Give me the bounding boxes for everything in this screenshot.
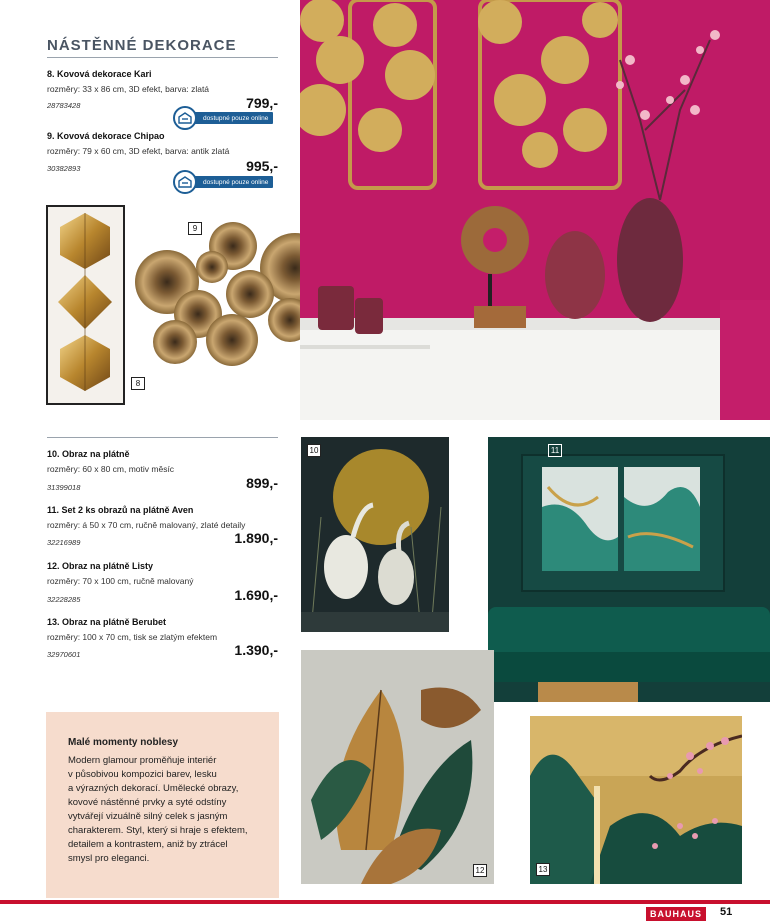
footer-red-line: [0, 900, 770, 904]
product-10-number-tag: 10: [307, 444, 321, 457]
product-11-desc: rozměry: á 50 x 70 cm, ručně malovaný, zlaté detaily: [47, 520, 246, 530]
online-shop-icon: [173, 170, 197, 194]
product-9-name: 9. Kovová dekorace Chipao: [47, 131, 165, 141]
product-8-image: [46, 205, 125, 405]
info-line: smysl pro eleganci.: [68, 853, 150, 864]
product-13-name: 13. Obraz na plátně Berubet: [47, 617, 167, 627]
product-13-image: [530, 716, 742, 884]
info-line: kovové nástěnné prvky a syté odstíny: [68, 797, 227, 808]
info-line: v působivou kompozici barev, lesku: [68, 769, 217, 780]
product-13-code: 32970601: [47, 650, 81, 659]
bauhaus-logo: BAUHAUS: [646, 907, 706, 921]
product-11-price: 1.890,-: [234, 530, 278, 546]
product-13-price: 1.390,-: [234, 642, 278, 658]
product-11-number-tag: 11: [548, 444, 562, 457]
product-13-desc: rozměry: 100 x 70 cm, tisk se zlatým efektem: [47, 632, 218, 642]
section-title: NÁSTĚNNÉ DEKORACE: [47, 37, 237, 54]
product-11-name: 11. Set 2 ks obrazů na plátně Aven: [47, 505, 194, 515]
product-12-desc: rozměry: 70 x 100 cm, ručně malovaný: [47, 576, 194, 586]
product-13-number-tag: 13: [536, 863, 550, 876]
info-line: detailem a kontrastem, aniž by ztrácel: [68, 839, 228, 850]
product-12-name: 12. Obraz na plátně Listy: [47, 561, 154, 571]
product-8-online-badge[interactable]: [177, 112, 273, 124]
hero-photo: [300, 0, 770, 420]
info-line: vytvářejí vizuálně silný celek s jasným: [68, 811, 228, 822]
product-11-image: [488, 437, 770, 702]
product-8-price: 799,-: [246, 95, 278, 111]
product-9-price: 995,-: [246, 158, 278, 174]
info-box: [46, 712, 279, 898]
product-12-image: [301, 650, 494, 884]
title-divider: [47, 57, 278, 58]
list-divider: [47, 437, 278, 438]
product-9-number-tag: 9: [188, 222, 202, 235]
product-10-desc: rozměry: 60 x 80 cm, motiv měsíc: [47, 464, 175, 474]
page-number: 51: [720, 906, 733, 918]
product-12-code: 32228285: [47, 595, 81, 604]
online-shop-icon: [173, 106, 197, 130]
product-12-number-tag: 12: [473, 864, 487, 877]
info-text: [68, 754, 268, 866]
info-line: Modern glamour proměňuje interiér: [68, 755, 217, 766]
info-line: a výrazných dekorací. Umělecké obrazy,: [68, 783, 239, 794]
info-line: charakterem. Styl, který si hraje s efektem,: [68, 825, 248, 836]
product-9-online-badge[interactable]: [177, 176, 273, 188]
product-9-desc: rozměry: 79 x 60 cm, 3D efekt, barva: antik zlatá: [47, 146, 230, 156]
product-8-code: 28783428: [47, 101, 81, 110]
product-12-price: 1.690,-: [234, 587, 278, 603]
product-8-number-tag: 8: [131, 377, 145, 390]
info-title: Malé momenty noblesy: [68, 737, 179, 748]
product-10-name: 10. Obraz na plátně: [47, 449, 130, 459]
product-10-price: 899,-: [246, 475, 278, 491]
badge-label: dostupné pouze online: [203, 114, 269, 122]
product-9-code: 30382893: [47, 164, 81, 173]
badge-label: dostupné pouze online: [203, 178, 269, 186]
product-10-code: 31399018: [47, 483, 81, 492]
product-10-image: [301, 437, 449, 632]
product-11-code: 32216989: [47, 538, 81, 547]
product-8-name: 8. Kovová dekorace Kari: [47, 69, 152, 79]
product-8-desc: rozměry: 33 x 86 cm, 3D efekt, barva: zlatá: [47, 84, 210, 94]
